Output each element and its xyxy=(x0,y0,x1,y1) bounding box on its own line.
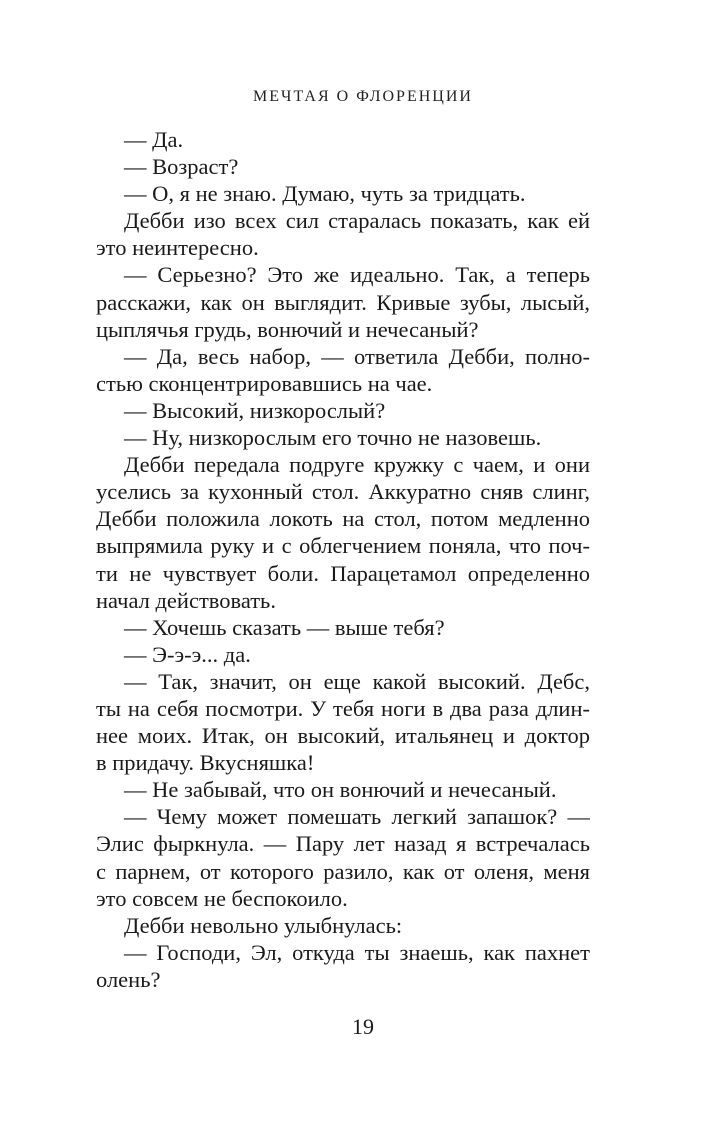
text-line: выпрямила руку и с облегчением поняла, что поч- xyxy=(96,533,590,559)
text-line: уселись за кухонный стол. Аккуратно сняв слинг, xyxy=(96,479,590,505)
text-line: — О, я не знаю. Думаю, чуть за тридцать. xyxy=(124,181,526,207)
text-line: ти не чувствует боли. Парацетамол определенно xyxy=(96,560,590,586)
text-line: — Да. xyxy=(124,127,184,152)
text-line: — Да, весь набор, — ответила Дебби, полно- xyxy=(124,343,590,369)
text-line: стью сконцентрировавшись на чае. xyxy=(96,370,433,396)
text-line: это совсем не беспокоило. xyxy=(96,885,348,911)
text-line: в придачу. Вкусняшка! xyxy=(96,750,315,776)
text-line: — Ну, низкорослым его точно не назовешь. xyxy=(124,425,542,451)
text-line: — Чему может помешать легкий запашок? — xyxy=(124,804,590,830)
text-line: начал действовать. xyxy=(96,587,276,613)
text-line: нее моих. Итак, он высокий, итальянец и доктор xyxy=(96,723,590,749)
text-line: — Серьезно? Это же идеально. Так, а теперь xyxy=(124,262,590,288)
text-line: — Так, значит, он еще какой высокий. Дебс, xyxy=(124,668,590,694)
text-line: Элис фыркнула. — Пару лет назад я встречалась xyxy=(96,831,590,857)
text-line: Дебби положила локоть на стол, потом медленно xyxy=(96,506,590,532)
text-line: — Хочешь сказать — выше тебя? xyxy=(124,614,445,640)
text-line: это неинтересно. xyxy=(96,235,259,261)
text-line: — Не забывай, что он вонючий и нечесаный. xyxy=(124,777,557,803)
text-line: Дебби передала подруге кружку с чаем, и они xyxy=(124,452,590,478)
text-line: Дебби невольно улыбнулась: xyxy=(124,912,403,938)
text-line: Дебби изо всех сил старалась показать, как ей xyxy=(124,208,590,234)
text-line: ты на себя посмотри. У тебя ноги в два раза длин- xyxy=(96,695,590,721)
page-number: 19 xyxy=(352,1014,374,1039)
text-line: олень? xyxy=(96,966,161,992)
body-text xyxy=(96,126,590,993)
running-head: МЕЧТАЯ О ФЛОРЕНЦИИ xyxy=(253,88,473,105)
text-line: с парнем, от которого разило, как от оленя, меня xyxy=(96,858,590,884)
text-line: — Э-э-э... да. xyxy=(124,641,251,667)
text-line: — Господи, Эл, откуда ты знаешь, как пахнет xyxy=(124,939,590,965)
text-line: — Высокий, низкорослый? xyxy=(124,397,386,423)
text-line: цыплячья грудь, вонючий и нечесаный? xyxy=(96,316,479,342)
text-line: расскажи, как он выглядит. Кривые зубы, лысый, xyxy=(96,289,590,315)
text-line: — Возраст? xyxy=(124,154,239,180)
